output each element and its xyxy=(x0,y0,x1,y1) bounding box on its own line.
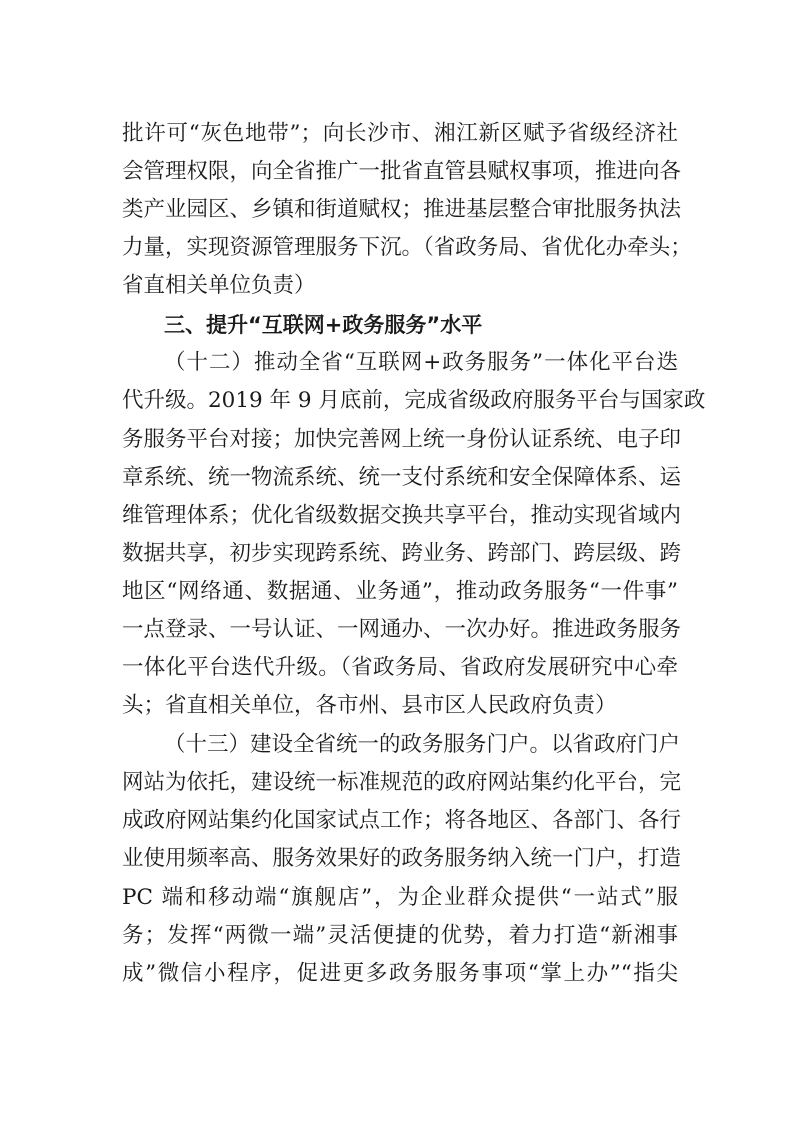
paragraph-line: 头；省直相关单位，各市州、县市区人民政府负责） xyxy=(122,693,617,718)
section-heading: 三、提升“互联网+政务服务”水平 xyxy=(164,313,483,337)
paragraph-line: PC 端和移动端“旗舰店”，为企业群众提供“一站式”服 xyxy=(122,885,678,910)
paragraph-line: 成”微信小程序，促进更多政务服务事项“掌上办”“指尖 xyxy=(122,961,678,986)
paragraph-line: 批许可“灰色地带”；向长沙市、湘江新区赋予省级经济社 xyxy=(122,121,678,146)
paragraph-line: 地区“网络通、数据通、业务通”，推动政务服务“一件事” xyxy=(122,579,678,604)
paragraph-line: 章系统、统一物流系统、统一支付系统和安全保障体系、运 xyxy=(122,465,682,490)
paragraph-line: 省直相关单位负责） xyxy=(122,273,316,298)
paragraph-line: 网站为依托，建设统一标准规范的政府网站集约化平台，完 xyxy=(122,770,682,795)
paragraph-line: 类产业园区、乡镇和街道赋权；推进基层整合审批服务执法 xyxy=(122,197,682,222)
paragraph-line: 维管理体系；优化省级数据交换共享平台，推动实现省域内 xyxy=(122,503,682,528)
paragraph-line: 会管理权限，向全省推广一批省直管县赋权事项，推进向各 xyxy=(122,159,682,184)
paragraph-line: 数据共享，初步实现跨系统、跨业务、跨部门、跨层级、跨 xyxy=(122,541,682,566)
paragraph-line: 业使用频率高、服务效果好的政务服务纳入统一门户，打造 xyxy=(122,846,682,871)
paragraph-line: （十二）推动全省“互联网+政务服务”一体化平台迭 xyxy=(164,350,678,375)
paragraph-line: 代升级。2019 年 9 月底前，完成省级政府服务平台与国家政 xyxy=(122,388,706,413)
paragraph-line: 一点登录、一号认证、一网通办、一次办好。推进政务服务 xyxy=(122,617,682,642)
paragraph-line: 力量，实现资源管理服务下沉。（省政务局、省优化办牵头； xyxy=(122,235,692,260)
paragraph-line: 务；发挥“两微一端”灵活便捷的优势，着力打造“新湘事 xyxy=(122,923,678,948)
paragraph-line: （十三）建设全省统一的政务服务门户。以省政府门户 xyxy=(164,732,681,757)
paragraph-line: 一体化平台迭代升级。（省政务局、省政府发展研究中心牵 xyxy=(122,655,678,680)
paragraph-line: 成政府网站集约化国家试点工作；将各地区、各部门、各行 xyxy=(122,808,682,833)
paragraph-line: 务服务平台对接；加快完善网上统一身份认证系统、电子印 xyxy=(122,427,682,452)
